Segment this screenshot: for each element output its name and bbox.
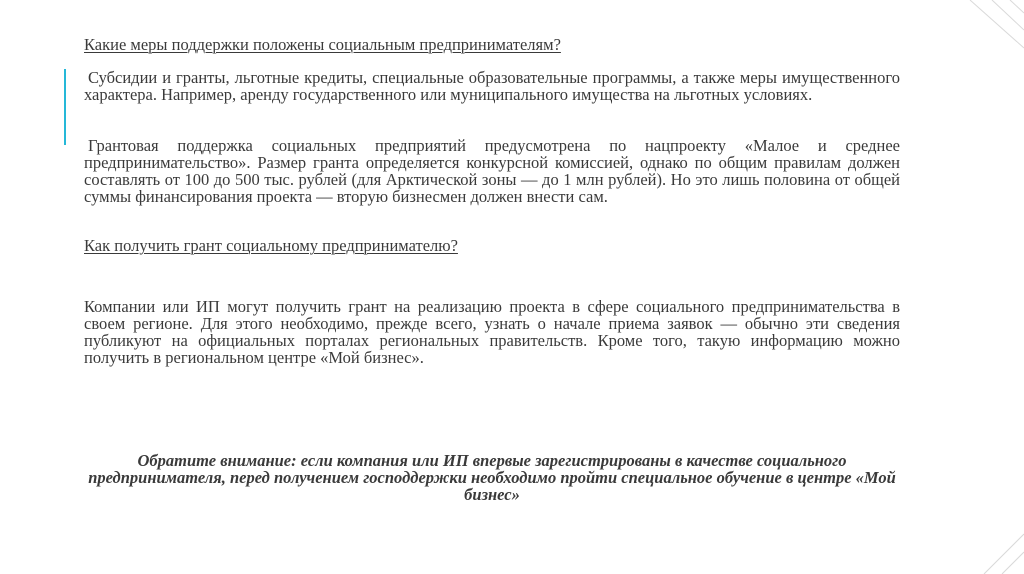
decorative-corner-lines	[914, 0, 1024, 574]
paragraph-how-to-apply: Компании или ИП могут получить грант на реализацию проекта в сфере социального предпринимательства в своем регионе. Для этого необходимо, прежде всего, узнать о начале приема заявок — обычно эти сведения публикуют на официальных порталах региональных правительств. Кроме того, такую информацию можно получить в региональном центре «Мой бизнес».	[84, 297, 900, 367]
paragraph-subsidies: Субсидии и гранты, льготные кредиты, специальные образовательные программы, а также меры имущественного характера. Например, аренду государственного или муниципального имущества на льготных условиях.	[84, 68, 900, 104]
heading-support-measures: Какие меры поддержки положены социальным предпринимателям?	[84, 35, 561, 54]
paragraph-grant-support: Грантовая поддержка социальных предприятий предусмотрена по нацпроекту «Малое и среднее предпринимательство». Размер гранта определяется конкурсной комиссией, однако по общим правилам должен составлять от 100 до 500 тыс. рублей (для Арктической зоны — до 1 млн рублей). Но это лишь половина от общей суммы финансирования проекта — вторую бизнесмен должен внести сам.	[84, 136, 900, 206]
note-attention: Обратите внимание: если компания или ИП впервые зарегистрированы в качестве социального предпринимателя, перед получением господдержки необходимо пройти специальное обучение в центре «Мой бизнес»	[88, 450, 896, 504]
heading-how-to-get-grant: Как получить грант социальному предпринимателю?	[84, 236, 458, 255]
accent-bar	[64, 69, 66, 145]
